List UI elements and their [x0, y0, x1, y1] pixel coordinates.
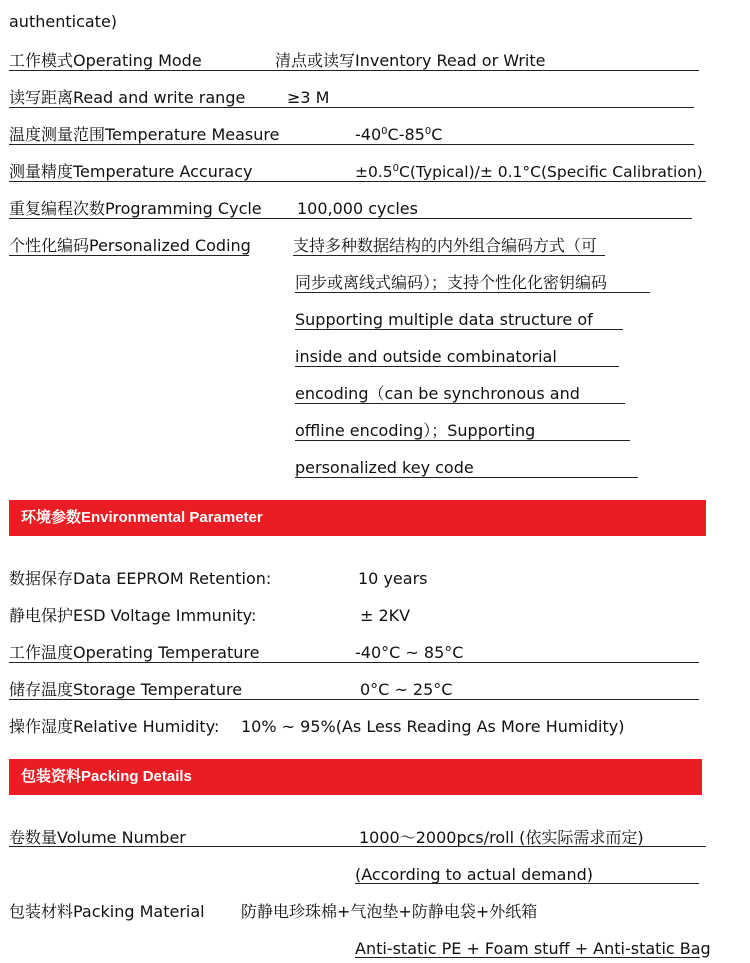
- section-title: 环境参数Environmental Parameter: [21, 509, 263, 526]
- rw-range-label: 读写距离Read and write range: [9, 88, 246, 107]
- volume-value: 1000～2000pcs/roll (依实际需求而定): [359, 828, 644, 847]
- row-underline: [295, 329, 623, 330]
- row-underline: [9, 181, 706, 182]
- section-header-packing: [9, 759, 702, 795]
- row-underline: [9, 218, 692, 219]
- personalized-line: personalized key code: [295, 458, 474, 477]
- section-header-environmental: [9, 500, 706, 536]
- section-title: 包装资料Packing Details: [21, 768, 192, 785]
- rw-range-value: ≥3 M: [287, 88, 330, 107]
- temp-accuracy-value: $\pm 0.5^0C(Typical)/\pm$ 0.1°C(Specific Calibration): [355, 163, 703, 181]
- personalized-line: 支持多种数据结构的内外组合编码方式（可: [293, 236, 598, 255]
- row-underline: [355, 883, 699, 884]
- storage-temp-value: 0°C ~ 25°C: [360, 680, 453, 699]
- row-underline: [9, 699, 699, 700]
- temp-measure-value: $-40^0C-85^0C$: [355, 125, 443, 144]
- op-temp-label: 工作温度Operating Temperature: [9, 643, 260, 662]
- row-underline: [9, 255, 249, 256]
- operating-mode-label: 工作模式Operating Mode: [9, 51, 202, 70]
- personalized-line: Supporting multiple data structure of: [295, 310, 593, 329]
- retention-label: 数据保存Data EEPROM Retention:: [9, 569, 272, 588]
- row-underline: [9, 846, 706, 847]
- personalized-label: 个性化编码Personalized Coding: [9, 236, 251, 255]
- storage-temp-label: 储存温度Storage Temperature: [9, 680, 243, 699]
- material-value-en: Anti-static PE + Foam stuff + Anti-static Bag: [355, 939, 711, 958]
- prog-cycle-value: 100,000 cycles: [297, 199, 418, 218]
- row-underline: [9, 107, 694, 108]
- row-underline: [9, 70, 699, 71]
- row-underline: [9, 144, 694, 145]
- personalized-line: 同步或离线式编码）；支持个性化化密钥编码: [295, 273, 608, 292]
- volume-value-en: (According to actual demand): [355, 865, 593, 884]
- continued-text: authenticate): [9, 12, 118, 31]
- material-value: 防静电珍珠棉+气泡垫+防静电袋+外纸箱: [241, 902, 538, 921]
- humidity-label: 操作湿度Relative Humidity:: [9, 717, 220, 736]
- row-underline: [293, 255, 605, 256]
- row-underline: [295, 440, 630, 441]
- esd-label: 静电保护ESD Voltage Immunity:: [9, 606, 257, 625]
- esd-value: ± 2KV: [360, 606, 411, 625]
- row-underline: [9, 662, 699, 663]
- row-underline: [295, 477, 638, 478]
- row-underline: [355, 957, 700, 958]
- temp-measure-label: 温度测量范围Temperature Measure: [9, 125, 280, 144]
- op-temp-value: -40°C ~ 85°C: [355, 643, 464, 662]
- row-underline: [295, 366, 619, 367]
- temp-accuracy-label: 测量精度Temperature Accuracy: [9, 162, 253, 181]
- material-label: 包装材料Packing Material: [9, 902, 205, 921]
- personalized-line: inside and outside combinatorial: [295, 347, 557, 366]
- retention-value: 10 years: [358, 569, 428, 588]
- row-underline: [295, 403, 625, 404]
- row-underline: [295, 292, 650, 293]
- operating-mode-value: 清点或读写Inventory Read or Write: [275, 51, 546, 70]
- personalized-line: encoding（can be synchronous and: [295, 384, 580, 403]
- volume-label: 卷数量Volume Number: [9, 828, 186, 847]
- prog-cycle-label: 重复编程次数Programming Cycle: [9, 199, 262, 218]
- personalized-line: offline encoding）；Supporting: [295, 421, 536, 440]
- humidity-value: 10% ~ 95%(As Less Reading As More Humidity): [241, 717, 625, 736]
